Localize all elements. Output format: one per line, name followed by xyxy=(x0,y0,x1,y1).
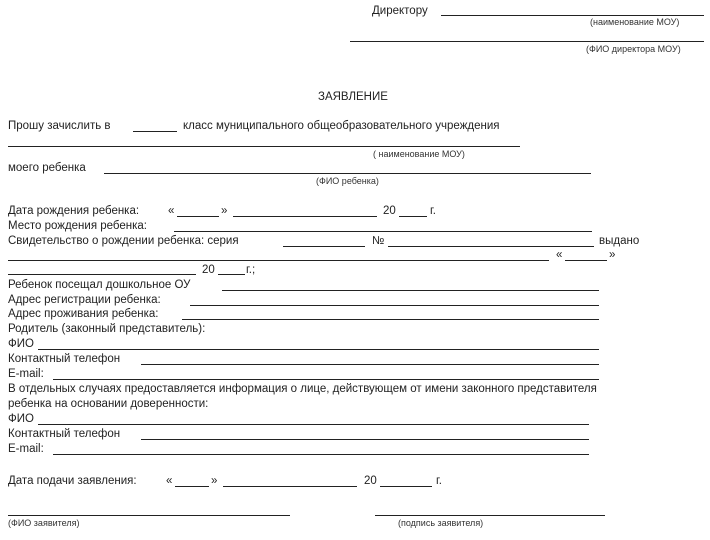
institution-line[interactable] xyxy=(8,146,520,147)
parent-phone-line[interactable] xyxy=(141,364,599,365)
proxy-phone-line[interactable] xyxy=(141,439,589,440)
parent-section-label: Родитель (законный представитель): xyxy=(8,323,206,335)
preschool-label: Ребенок посещал дошкольное ОУ xyxy=(8,279,191,291)
child-fio-caption: (ФИО ребенка) xyxy=(316,176,379,186)
class-line[interactable] xyxy=(133,131,177,132)
issue-day-line[interactable] xyxy=(565,260,607,261)
enroll-suffix: класс муниципального общеобразовательного учреждения xyxy=(183,120,500,132)
applicant-fio-line[interactable] xyxy=(8,515,290,516)
director-fio-line[interactable] xyxy=(350,41,704,42)
registration-address-label: Адрес регистрации ребенка: xyxy=(8,294,161,306)
certificate-issuer-line[interactable] xyxy=(8,260,549,261)
proxy-email-label: E-mail: xyxy=(8,443,44,455)
parent-email-label: E-mail: xyxy=(8,368,44,380)
issue-month-line[interactable] xyxy=(8,274,196,275)
birth-place-label: Место рождения ребенка: xyxy=(8,220,147,232)
proxy-fio-label: ФИО xyxy=(8,413,34,425)
issue-day-quote-close: » xyxy=(609,249,616,261)
submission-year-prefix: 20 xyxy=(364,475,377,487)
parent-fio-label: ФИО xyxy=(8,338,34,350)
birth-year-prefix: 20 xyxy=(383,205,396,217)
certificate-label: Свидетельство о рождении ребенка: серия xyxy=(8,235,239,247)
my-child-label: моего ребенка xyxy=(8,162,86,174)
parent-email-line[interactable] xyxy=(53,379,599,380)
parent-phone-label: Контактный телефон xyxy=(8,353,121,365)
registration-address-line[interactable] xyxy=(190,305,599,306)
certificate-number-line[interactable] xyxy=(388,246,594,247)
proxy-note-line1: В отдельных случаях предоставляется информация о лице, действующем от имени законного представителя xyxy=(8,383,597,395)
child-fio-line[interactable] xyxy=(104,173,591,174)
submission-day-line[interactable] xyxy=(175,486,209,487)
document-title: ЗАЯВЛЕНИЕ xyxy=(318,91,388,103)
submission-date-label: Дата подачи заявления: xyxy=(8,475,137,487)
proxy-note-line2: ребенка на основании доверенности: xyxy=(8,398,209,410)
birth-month-line[interactable] xyxy=(233,216,377,217)
applicant-fio-caption: (ФИО заявителя) xyxy=(8,518,80,528)
proxy-fio-line[interactable] xyxy=(38,424,589,425)
birth-year-suffix: г. xyxy=(430,205,436,217)
applicant-signature-caption: (подпись заявителя) xyxy=(398,518,484,528)
mou-name-caption: (наименование МОУ) xyxy=(590,17,680,27)
applicant-signature-line[interactable] xyxy=(375,515,605,516)
director-label: Директору xyxy=(372,5,428,17)
birth-day-quote-close: » xyxy=(221,205,228,217)
issue-year-prefix: 20 xyxy=(202,264,215,276)
submission-day-quote-open: « xyxy=(166,475,173,487)
submission-day-quote-close: » xyxy=(211,475,218,487)
mou-name-line[interactable] xyxy=(441,15,704,16)
preschool-line[interactable] xyxy=(222,290,599,291)
proxy-email-line[interactable] xyxy=(53,454,589,455)
proxy-phone-label: Контактный телефон xyxy=(8,428,121,440)
parent-fio-line[interactable] xyxy=(38,349,599,350)
birth-place-line[interactable] xyxy=(174,231,592,232)
birth-year-line[interactable] xyxy=(399,216,427,217)
number-sign: № xyxy=(372,235,385,247)
submission-year-suffix: г. xyxy=(436,475,442,487)
issue-day-quote-open: « xyxy=(556,249,563,261)
director-fio-caption: (ФИО директора МОУ) xyxy=(586,44,681,54)
issue-year-line[interactable] xyxy=(218,274,245,275)
submission-month-line[interactable] xyxy=(223,486,357,487)
birth-day-quote-open: « xyxy=(168,205,175,217)
residence-address-label: Адрес проживания ребенка: xyxy=(8,308,159,320)
issue-year-suffix: г.; xyxy=(246,264,256,276)
enroll-prefix: Прошу зачислить в xyxy=(8,120,111,132)
residence-address-line[interactable] xyxy=(182,319,599,320)
birth-day-line[interactable] xyxy=(177,216,219,217)
institution-caption: ( наименование МОУ) xyxy=(373,149,465,159)
issued-label: выдано xyxy=(599,235,640,247)
certificate-series-line[interactable] xyxy=(283,246,365,247)
submission-year-line[interactable] xyxy=(380,486,432,487)
birth-date-label: Дата рождения ребенка: xyxy=(8,205,140,217)
